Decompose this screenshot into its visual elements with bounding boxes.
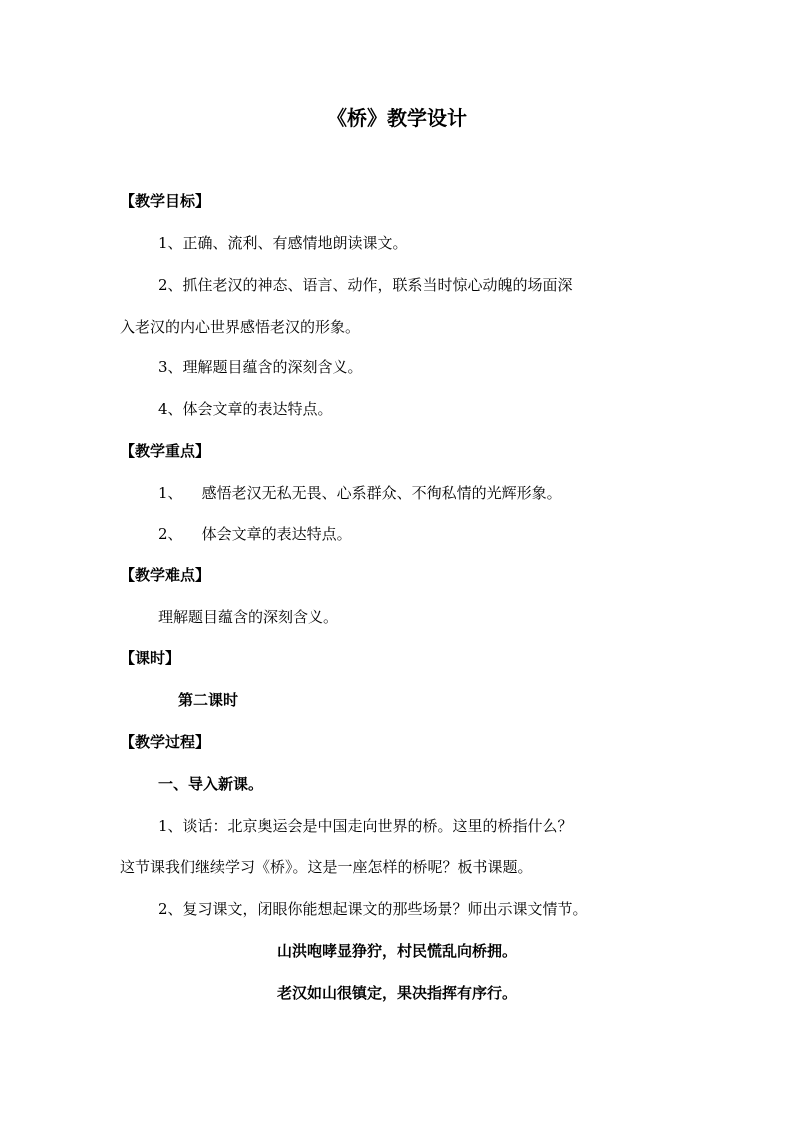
process-line: 1、谈话：北京奥运会是中国走向世界的桥。这里的桥指什么？ — [158, 817, 573, 835]
verse-line: 老汉如山很镇定，果决指挥有序行。 — [276, 984, 517, 1002]
key-points-heading: 【教学重点】 — [120, 442, 211, 460]
objective-item: 1、正确、流利、有感情地朗读课文。 — [158, 234, 408, 252]
document-title: 《桥》教学设计 — [327, 106, 467, 130]
section-heading: 一、导入新课。 — [158, 775, 264, 793]
objective-item: 2、抓住老汉的神态、语言、动作，联系当时惊心动魄的场面深 — [158, 276, 573, 294]
process-line: 2、复习课文，闭眼你能想起课文的那些场景？师出示课文情节。 — [158, 900, 588, 918]
process-heading: 【教学过程】 — [120, 733, 211, 751]
key-point-item: 2、 体会文章的表达特点。 — [158, 525, 352, 543]
objectives-heading: 【教学目标】 — [120, 192, 211, 210]
verse-line: 山洪咆哮显狰狞，村民慌乱向桥拥。 — [276, 942, 517, 960]
objective-item: 3、理解题目蕴含的深刻含义。 — [158, 358, 363, 376]
difficulty-text: 理解题目蕴含的深刻含义。 — [158, 608, 339, 626]
difficulty-heading: 【教学难点】 — [120, 566, 211, 584]
process-line-continued: 这节课我们继续学习《桥》。这是一座怎样的桥呢？板书课题。 — [120, 858, 533, 876]
period-text: 第二课时 — [178, 691, 239, 709]
key-point-item: 1、 感悟老汉无私无畏、心系群众、不徇私情的光辉形象。 — [158, 484, 562, 502]
objective-item: 4、体会文章的表达特点。 — [158, 400, 333, 418]
period-heading: 【课时】 — [120, 649, 181, 667]
objective-item-continued: 入老汉的内心世界感悟老汉的形象。 — [120, 318, 361, 336]
